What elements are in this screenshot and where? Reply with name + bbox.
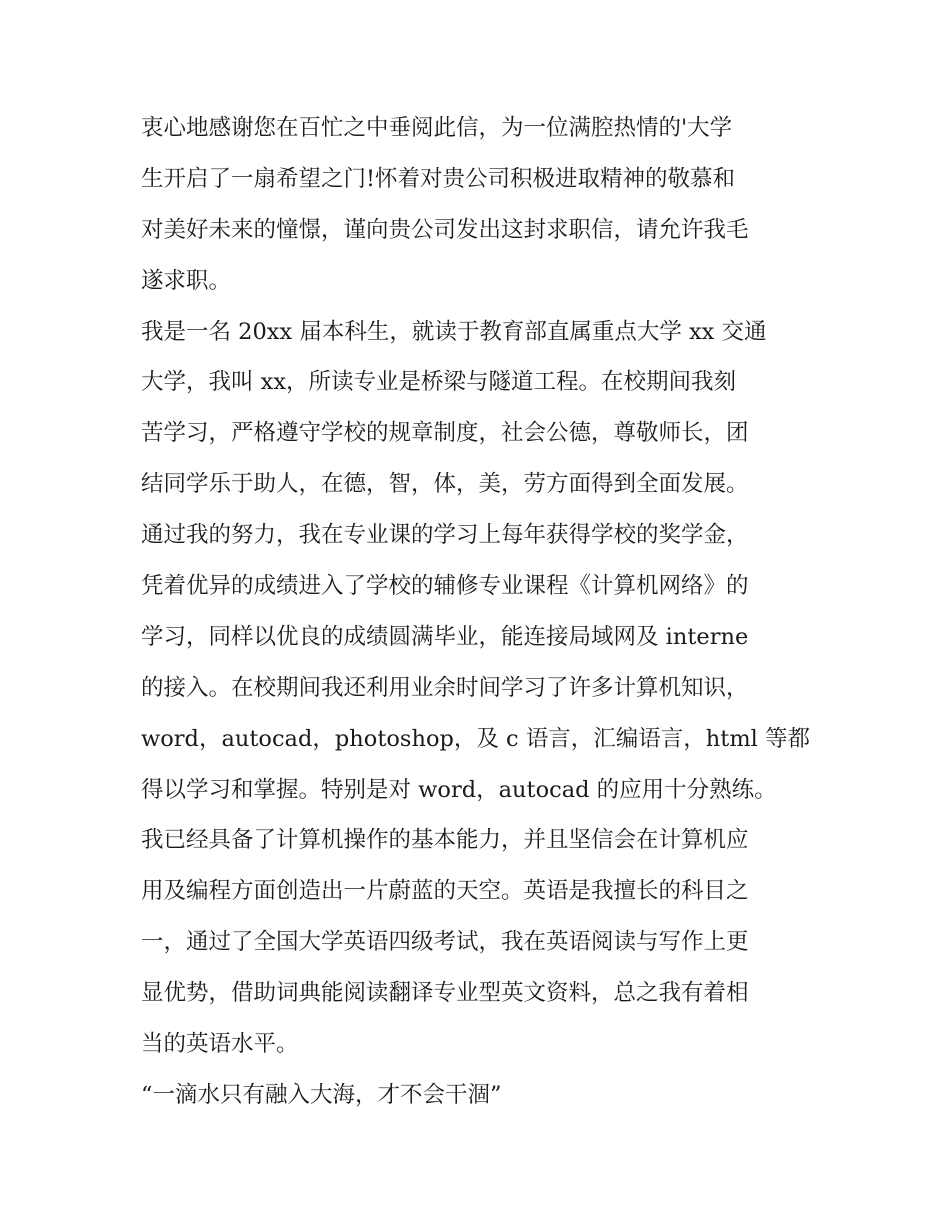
text-line: 凭着优异的成绩进入了学校的辅修专业课程《计算机网络》的 <box>141 573 749 600</box>
text-line: 大学，我叫 xx，所读专业是桥梁与隧道工程。在校期间我刻 <box>141 369 737 396</box>
text-line: 遂求职。 <box>141 267 232 294</box>
text-line: 生开启了一扇希望之门!怀着对贵公司积极进取精神的敬慕和 <box>141 165 736 192</box>
closing-quote: “一滴水只有融入大海，才不会干涸” <box>141 1081 502 1108</box>
text-line: 苦学习，严格遵守学校的规章制度，社会公德，尊敬师长，团 <box>141 420 749 447</box>
text-line: 一，通过了全国大学英语四级考试，我在英语阅读与写作上更 <box>141 929 749 956</box>
text-line: 结同学乐于助人，在德，智，体，美，劳方面得到全面发展。 <box>141 471 749 498</box>
text-line: word，autocad，photoshop，及 c 语言，汇编语言，html 等都 <box>141 725 811 752</box>
text-line: 的接入。在校期间我还利用业余时间学习了许多计算机知识， <box>141 674 749 701</box>
text-line: 通过我的努力，我在专业课的学习上每年获得学校的奖学金， <box>141 522 749 549</box>
text-line: 对美好未来的憧憬，谨向贵公司发出这封求职信，请允许我毛 <box>141 216 749 243</box>
text-line: 用及编程方面创造出一片蔚蓝的天空。英语是我擅长的科目之 <box>141 878 749 905</box>
text-line: 显优势，借助词典能阅读翻译专业型英文资料，总之我有着相 <box>141 980 749 1007</box>
text-line: 得以学习和掌握。特别是对 word，autocad 的应用十分熟练。 <box>141 776 777 803</box>
text-line: 我是一名 20xx 届本科生，就读于教育部直属重点大学 xx 交通 <box>141 318 767 345</box>
text-line: 衷心地感谢您在百忙之中垂阅此信，为一位满腔热情的'大学 <box>141 115 733 141</box>
text-line: 当的英语水平。 <box>141 1031 299 1058</box>
letter-body <box>141 103 821 1121</box>
text-line: 我已经具备了计算机操作的基本能力，并且坚信会在计算机应 <box>141 827 749 854</box>
text-line: 学习，同样以优良的成绩圆满毕业，能连接局域网及 interne <box>141 623 749 650</box>
